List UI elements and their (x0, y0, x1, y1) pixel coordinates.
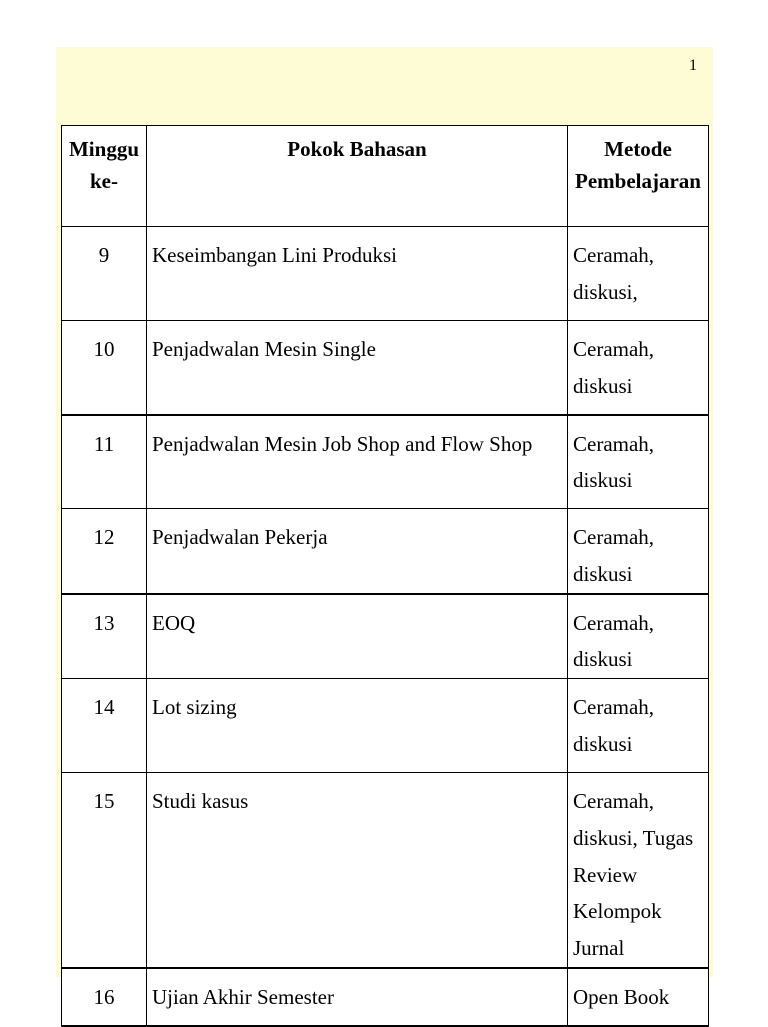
week-cell: 9 (62, 227, 147, 321)
table-row (62, 594, 709, 679)
header-method: Metode Pembelajaran (568, 126, 709, 227)
method-cell: Ceramah, diskusi, (568, 227, 709, 321)
method-cell: Ceramah, diskusi (568, 509, 709, 594)
table-row (62, 415, 709, 509)
method-cell: Open Book (568, 968, 709, 1026)
table-row (62, 679, 709, 773)
topic-cell: EOQ (147, 594, 568, 679)
method-cell: Ceramah, diskusi (568, 594, 709, 679)
topic-cell: Penjadwalan Mesin Job Shop and Flow Shop (147, 415, 568, 509)
week-cell: 11 (62, 415, 147, 509)
week-cell: 13 (62, 594, 147, 679)
table-row (62, 227, 709, 321)
topic-cell: Keseimbangan Lini Produksi (147, 227, 568, 321)
table-row (62, 321, 709, 415)
table-row (62, 773, 709, 968)
week-cell: 15 (62, 773, 147, 968)
week-cell: 12 (62, 509, 147, 594)
table-row (62, 968, 709, 1026)
slide (56, 47, 713, 1009)
method-cell: Ceramah, diskusi (568, 679, 709, 773)
topic-cell: Penjadwalan Pekerja (147, 509, 568, 594)
header-week: Minggu ke- (62, 126, 147, 227)
method-cell: Ceramah, diskusi (568, 321, 709, 415)
topic-cell: Ujian Akhir Semester (147, 968, 568, 1026)
topic-cell: Lot sizing (147, 679, 568, 773)
table-header-row (62, 126, 709, 227)
header-topic: Pokok Bahasan (147, 126, 568, 227)
topic-cell: Studi kasus (147, 773, 568, 968)
method-cell: Ceramah, diskusi, Tugas Review Kelompok Jurnal (568, 773, 709, 968)
page-number: 1 (689, 57, 697, 74)
method-cell: Ceramah, diskusi (568, 415, 709, 509)
topic-cell: Penjadwalan Mesin Single (147, 321, 568, 415)
week-cell: 16 (62, 968, 147, 1026)
week-cell: 14 (62, 679, 147, 773)
table-row (62, 509, 709, 594)
schedule-table (61, 125, 709, 1027)
week-cell: 10 (62, 321, 147, 415)
